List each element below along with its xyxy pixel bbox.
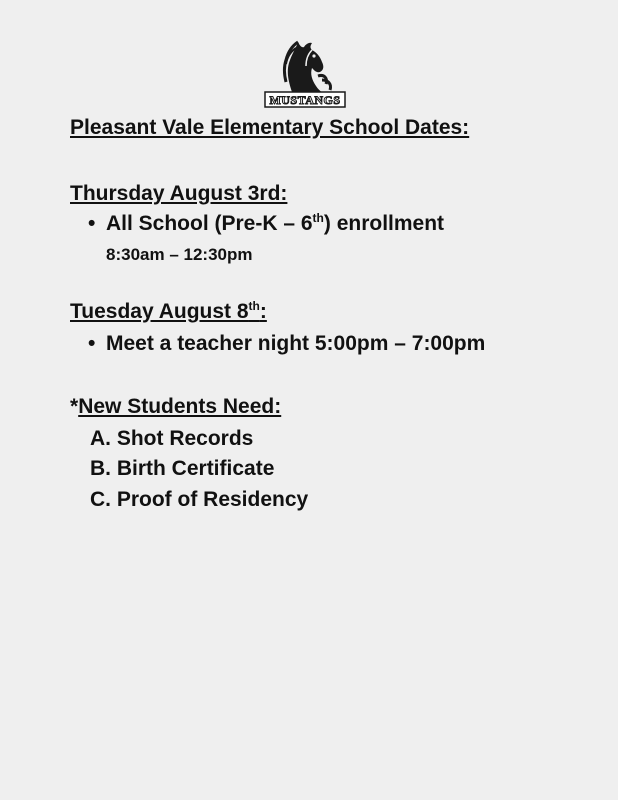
event-date-2-text: Tuesday August 8 (70, 300, 249, 323)
event-date-2-sup: th (248, 299, 260, 313)
event-1-sup: th (312, 211, 324, 225)
mustangs-logo (262, 34, 348, 110)
requirement-item (90, 488, 308, 512)
event-1-text: All School (Pre-K – 6 (106, 212, 313, 235)
mustang-head-icon (262, 34, 348, 110)
event-1-bullet (88, 212, 444, 236)
requirement-text: Birth Certificate (116, 457, 275, 480)
bullet-icon: • (88, 332, 96, 355)
event-date-1-text: Thursday August 3rd: (70, 182, 288, 205)
requirement-item (90, 457, 274, 481)
event-2-text: Meet a teacher night 5:00pm – 7:00pm (106, 332, 486, 355)
event-2-bullet (88, 332, 485, 356)
page-title: Pleasant Vale Elementary School Dates: (70, 116, 470, 139)
requirement-marker: B. (90, 457, 111, 480)
requirements-heading-text: New Students Need: (78, 395, 282, 418)
event-date-1 (70, 182, 287, 206)
logo-text: MUSTANGS (269, 93, 341, 107)
requirement-marker: C. (90, 488, 111, 511)
requirements-heading (70, 395, 281, 419)
requirement-text: Proof of Residency (116, 488, 309, 511)
requirement-text: Shot Records (116, 427, 254, 450)
requirement-item (90, 427, 253, 451)
event-date-2 (70, 300, 267, 324)
event-date-2-tail: : (259, 300, 267, 323)
event-1-time: 8:30am – 12:30pm (106, 245, 253, 264)
event-1-text-tail: ) enrollment (323, 212, 445, 235)
bullet-icon: • (88, 212, 96, 235)
requirements-asterisk: * (70, 395, 79, 418)
requirement-marker: A. (90, 427, 111, 450)
